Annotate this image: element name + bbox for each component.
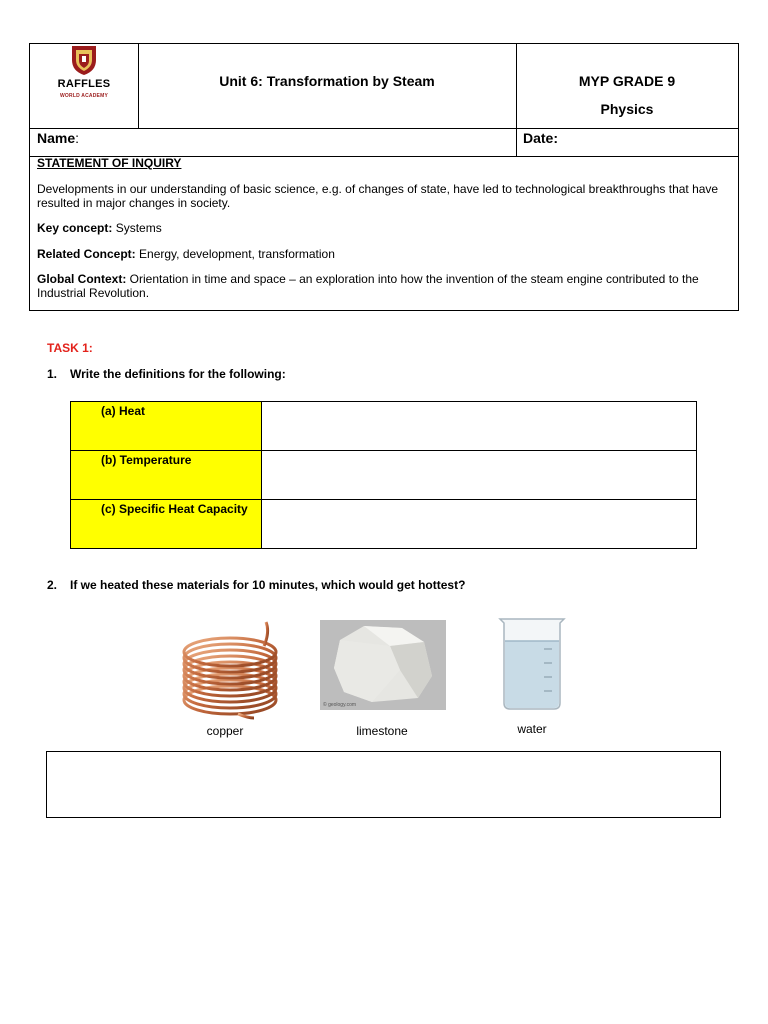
term-specific-heat-capacity: (c) Specific Heat Capacity xyxy=(101,502,248,516)
related-concept-label: Related Concept: xyxy=(37,247,136,261)
related-concept-value: Energy, development, transformation xyxy=(135,247,335,261)
school-logo xyxy=(30,44,138,127)
grade-divider xyxy=(516,44,517,156)
key-concept-label: Key concept: xyxy=(37,221,113,235)
subject-label: Physics xyxy=(600,101,654,117)
key-concept-value: Systems xyxy=(112,221,162,235)
logo-subtitle: WORLD ACADEMY xyxy=(60,93,108,99)
unit-title: Unit 6: Transformation by Steam xyxy=(219,73,435,89)
related-concept xyxy=(37,247,733,261)
logo-name: RAFFLES xyxy=(57,78,111,90)
question-1-text: Write the definitions for the following: xyxy=(70,367,286,381)
global-context-label: Global Context: xyxy=(37,272,127,286)
label-limestone: limestone xyxy=(356,724,408,738)
copper-coil-image xyxy=(178,618,283,722)
name-label-text: Name xyxy=(37,130,76,146)
definition-temperature-answer[interactable] xyxy=(262,451,696,499)
question-2-number: 2. xyxy=(47,578,58,592)
definition-shc-answer[interactable] xyxy=(262,500,696,548)
limestone-image xyxy=(320,620,446,710)
question-2-text: If we heated these materials for 10 minutes, which would get hottest? xyxy=(70,578,466,592)
definition-heat-answer[interactable] xyxy=(262,402,696,450)
definitions-table xyxy=(70,401,697,549)
task-label: TASK 1: xyxy=(47,341,93,355)
date-field-label: Date: xyxy=(523,130,559,146)
water-beaker-image xyxy=(494,615,570,711)
header-divider xyxy=(30,128,738,129)
name-label-colon: : xyxy=(75,130,80,146)
term-heat: (a) Heat xyxy=(101,404,146,418)
global-context-value: Orientation in time and space – an exploration into how the invention of the steam engine contributed to the Industrial Revolution. xyxy=(37,272,699,300)
soi-statement: Developments in our understanding of basic science, e.g. of changes of state, have led to technological breakthroughs that have resulted in major changes in society. xyxy=(37,182,719,210)
label-copper: copper xyxy=(206,724,244,738)
term-temperature: (b) Temperature xyxy=(101,453,192,467)
image-watermark: © geology.com xyxy=(323,702,357,708)
question-1-number: 1. xyxy=(47,367,58,381)
key-concept xyxy=(37,221,733,235)
term-column xyxy=(71,402,261,548)
question-2-answer-box[interactable] xyxy=(46,751,721,818)
grade-label: MYP GRADE 9 xyxy=(578,73,676,89)
label-water: water xyxy=(517,722,547,736)
name-field-label xyxy=(37,130,79,146)
soi-title: STATEMENT OF INQUIRY xyxy=(37,156,182,170)
global-context xyxy=(37,272,733,300)
